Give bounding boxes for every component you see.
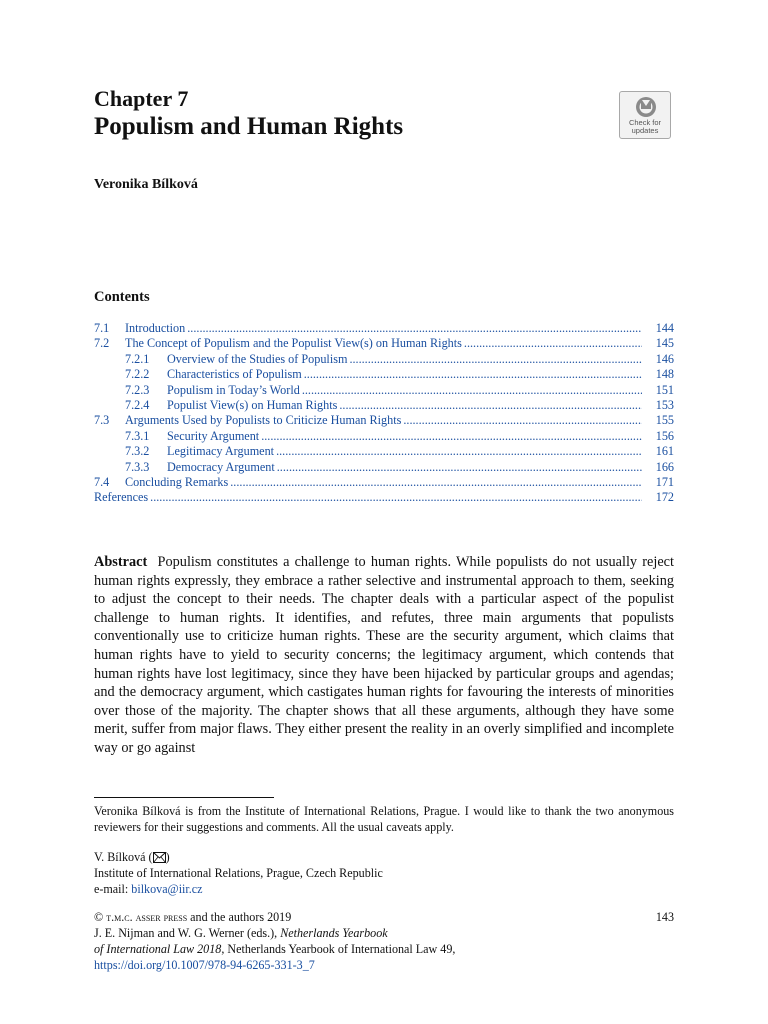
check-badge-line1: Check for [628,118,662,127]
toc-entry-page: 148 [655,367,674,382]
toc-entry-title: Characteristics of Populism [167,367,302,382]
check-for-updates-button[interactable] [619,91,671,139]
toc-entry-number: 7.4 [94,474,110,489]
check-badge-line2: updates [631,126,659,135]
author-footnote: Veronika Bílková is from the Institute of International Relations, Prague. I would like to thank the two anonymous reviewers for their suggestions and comments. All the usual caveats apply. [94,804,674,834]
toc-entry-page: 146 [655,351,674,366]
toc-leader-dots [277,460,642,475]
toc-leader-dots [403,413,642,428]
email-link[interactable]: bilkova@iir.cz [131,882,203,896]
series-line: of International Law 2018, Netherlands Yearbook of International Law 49, [94,942,456,956]
toc-entry-title: Concluding Remarks [125,474,229,489]
toc-entry-page: 161 [655,444,674,459]
toc-entry-page: 171 [655,474,674,489]
footnote-divider [94,797,274,798]
chapter-label: Chapter 7 [94,86,189,111]
editors-line: J. E. Nijman and W. G. Werner (eds.), Netherlands Yearbook [94,926,388,940]
author-name: Veronika Bílková [94,177,198,192]
toc-entry[interactable] [94,444,674,459]
toc-leader-dots [230,475,642,490]
institute-name: Institute of International Relations, Prague, Czech Republic [94,866,383,880]
toc-entry-number: 7.3 [94,413,110,428]
doi-link[interactable]: https://doi.org/10.1007/978-94-6265-331-3_7 [94,958,315,972]
toc-entry-title: Populist View(s) on Human Rights [167,397,338,412]
copyright-line: © t.m.c. asser press and the authors 2019 [94,910,292,924]
toc-entry-title: Legitimacy Argument [167,444,275,459]
toc-leader-dots [464,336,642,351]
toc-entry[interactable] [94,490,674,505]
toc-entry-title: Introduction [125,321,186,335]
email-line: e-mail: bilkova@iir.cz [94,882,203,896]
toc-leader-dots [261,429,642,444]
doi-line [94,957,674,973]
abstract [94,553,674,758]
envelope-icon[interactable] [153,852,166,863]
toc-leader-dots [339,398,642,413]
toc-entry[interactable] [94,383,674,398]
page-number: 143 [655,910,674,924]
toc-entry[interactable] [94,336,674,351]
toc-entry-title: Democracy Argument [167,459,275,474]
toc-entry-page: 166 [655,459,674,474]
toc-entry-title: Security Argument [167,428,260,443]
toc-entry-title: Overview of the Studies of Populism [167,351,348,366]
toc-entry[interactable] [94,352,674,367]
toc-entry-number: 7.3.2 [125,444,150,459]
toc-entry[interactable] [94,475,674,490]
toc-entry[interactable] [94,460,674,475]
toc-leader-dots [302,383,642,398]
toc-entry-page: 153 [655,397,674,412]
toc-entry-title: Populism in Today’s World [167,382,300,397]
toc-entry-page: 155 [655,413,674,428]
contents-heading: Contents [94,289,150,305]
toc-entry[interactable] [94,413,674,428]
toc-leader-dots [150,490,642,505]
toc-entry[interactable] [94,398,674,413]
toc-entry-page: 156 [655,428,674,443]
toc-entry-number: 7.2.4 [125,397,150,412]
toc-entry[interactable] [94,321,674,336]
abstract-text: Populism constitutes a challenge to human rights. While populists do not usually reject human rights expressly, they embrace a rather selective and instrumental approach to them, seeking to adjust the concept to their needs. The chapter deals with a particular aspect of the populist challenge to human rights. It identifies, and refutes, three main arguments that populists conventionally use to criticize human rights. These are the security argument, which claims that human rights have to yield to security concerns; the legitimacy argument, which contends that human rights have lost legitimacy, since they have been hijacked by particular groups and agendas; and the democracy argument, which castigates human rights for favouring the interests of minorities over those of the majority. The chapter shows that all these arguments, although they have some merit, suffer from major flaws. They either present the reality in an overly simplified and incomplete way or go against [94,554,674,756]
toc-entry-page: 144 [655,321,674,335]
toc-entry-number: 7.2.1 [125,351,150,366]
toc-entry-number: 7.3.1 [125,428,150,443]
chapter-title: Populism and Human Rights [94,113,404,140]
toc-entry-number: 7.2 [94,336,110,351]
toc-leader-dots [349,352,642,367]
toc-entry[interactable] [94,367,674,382]
toc-entry-number: 7.2.2 [125,367,150,382]
table-of-contents [94,321,674,506]
toc-entry-number: 7.1 [94,321,110,335]
toc-entry[interactable] [94,429,674,444]
toc-leader-dots [276,444,642,459]
toc-entry-number: 7.2.3 [125,382,150,397]
toc-entry-title: Arguments Used by Populists to Criticize Human Rights [125,413,402,428]
corresponding-author: V. Bílková ( ) [94,850,170,864]
toc-entry-title: The Concept of Populism and the Populist View(s) on Human Rights [125,336,462,351]
toc-entry-page: 151 [655,382,674,397]
toc-entry-title: References [94,490,149,505]
abstract-label: Abstract [94,554,148,570]
toc-entry-number: 7.3.3 [125,459,150,474]
author-affiliation [94,849,674,897]
toc-leader-dots [187,321,642,336]
toc-entry-page: 172 [655,490,674,505]
toc-leader-dots [304,367,642,382]
toc-entry-page: 145 [655,336,674,351]
check-updates-icon [633,96,659,120]
